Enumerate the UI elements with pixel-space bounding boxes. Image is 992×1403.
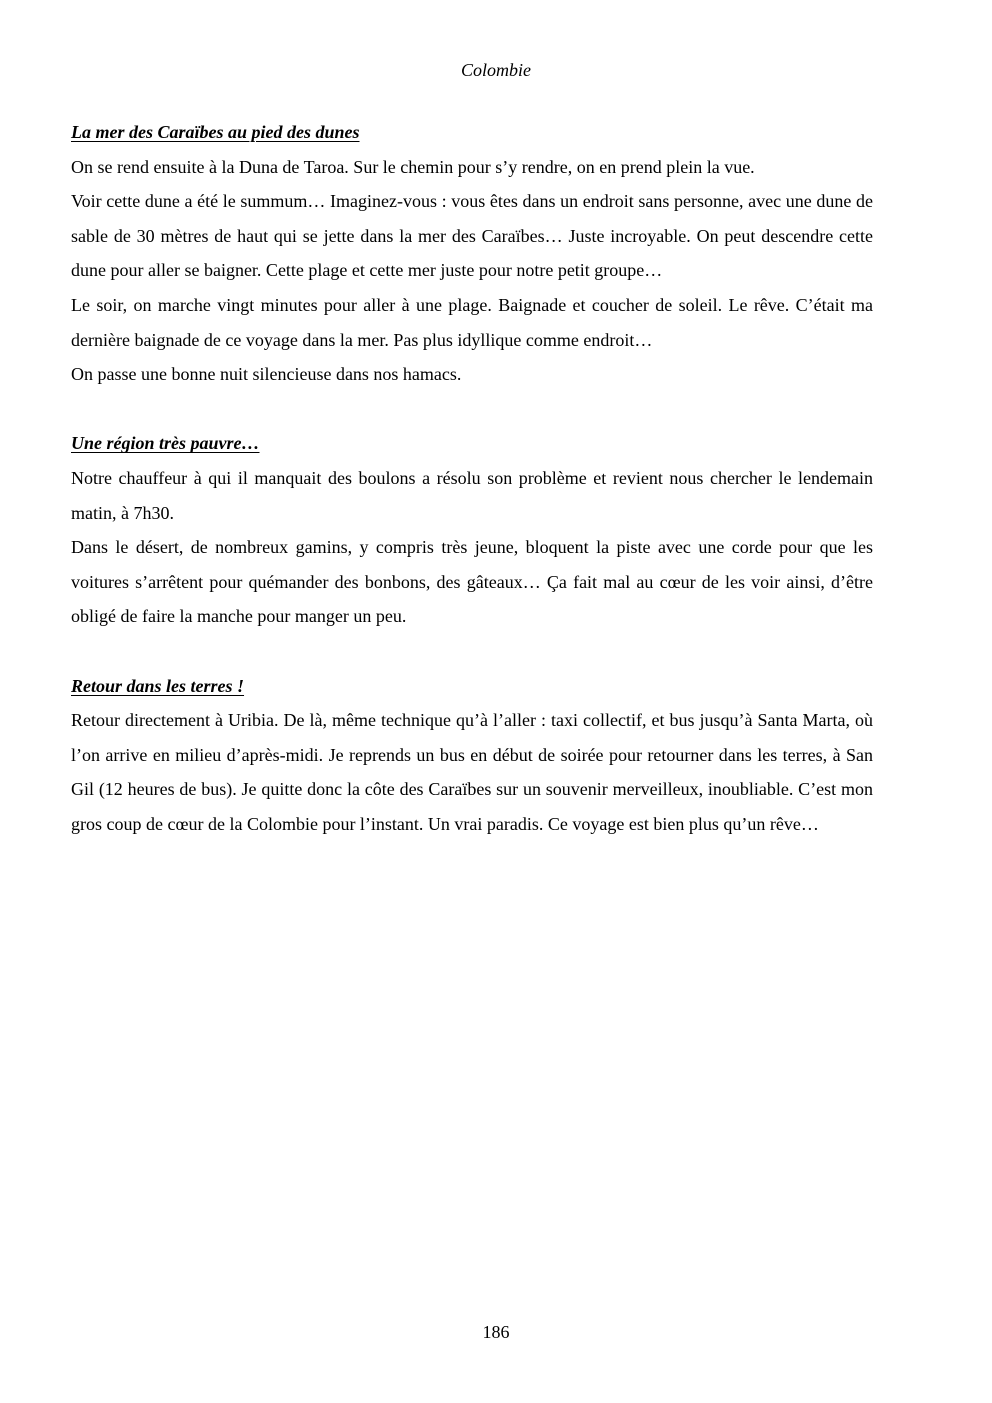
paragraph: On se rend ensuite à la Duna de Taroa. Sur le chemin pour s’y rendre, on en prend plein la vue. [71,156,755,177]
paragraph: Retour directement à Uribia. De là, même technique qu’à l’aller : taxi collectif, et bus jusqu’à Santa Marta, où l’on arrive en milieu d’après-midi. Je reprends un bus en début de soirée pour retourner dans les terres, à San Gil (12 heures de bus). Je quitte donc la côte des Caraïbes sur un souvenir merveilleux, inoubliable. C’est mon gros coup de cœur de la Colombie pour l’instant. Un vrai paradis. Ce voyage est bien plus qu’un rêve… [71,710,873,834]
section-title: La mer des Caraïbes au pied des dunes [71,122,360,142]
paragraph: Notre chauffeur à qui il manquait des boulons a résolu son problème et revient nous chercher le lendemain matin, à 7h30. [71,467,873,523]
paragraph: Voir cette dune a été le summum… Imaginez-vous : vous êtes dans un endroit sans personne, avec une dune de sable de 30 mètres de haut qui se jette dans la mer des Caraïbes… Juste incroyable. On peut descendre cette dune pour aller se baigner. Cette plage et cette mer juste pour notre petit groupe… [71,191,873,281]
page-content [71,115,873,841]
section-poor-region [71,426,873,634]
section-title: Retour dans les terres ! [71,675,245,696]
section-caribbean-dunes [71,115,873,392]
section-title: Une région très pauvre… [71,433,260,454]
section-back-inland [71,669,873,842]
paragraph: Le soir, on marche vingt minutes pour aller à une plage. Baignade et coucher de soleil. Le rêve. C’était ma dernière baignade de ce voyage dans la mer. Pas plus idyllique comme endroit… [71,294,873,350]
paragraph: Dans le désert, de nombreux gamins, y compris très jeune, bloquent la piste avec une corde pour que les voitures s’arrêtent pour quémander des bonbons, des gâteaux… Ça fait mal au cœur de les voir ainsi, d’être obligé de faire la manche pour manger un peu. [71,537,873,627]
paragraph: On passe une bonne nuit silencieuse dans nos hamacs. [71,364,462,385]
page-number: 186 [482,1322,510,1342]
running-header: Colombie [461,60,531,80]
